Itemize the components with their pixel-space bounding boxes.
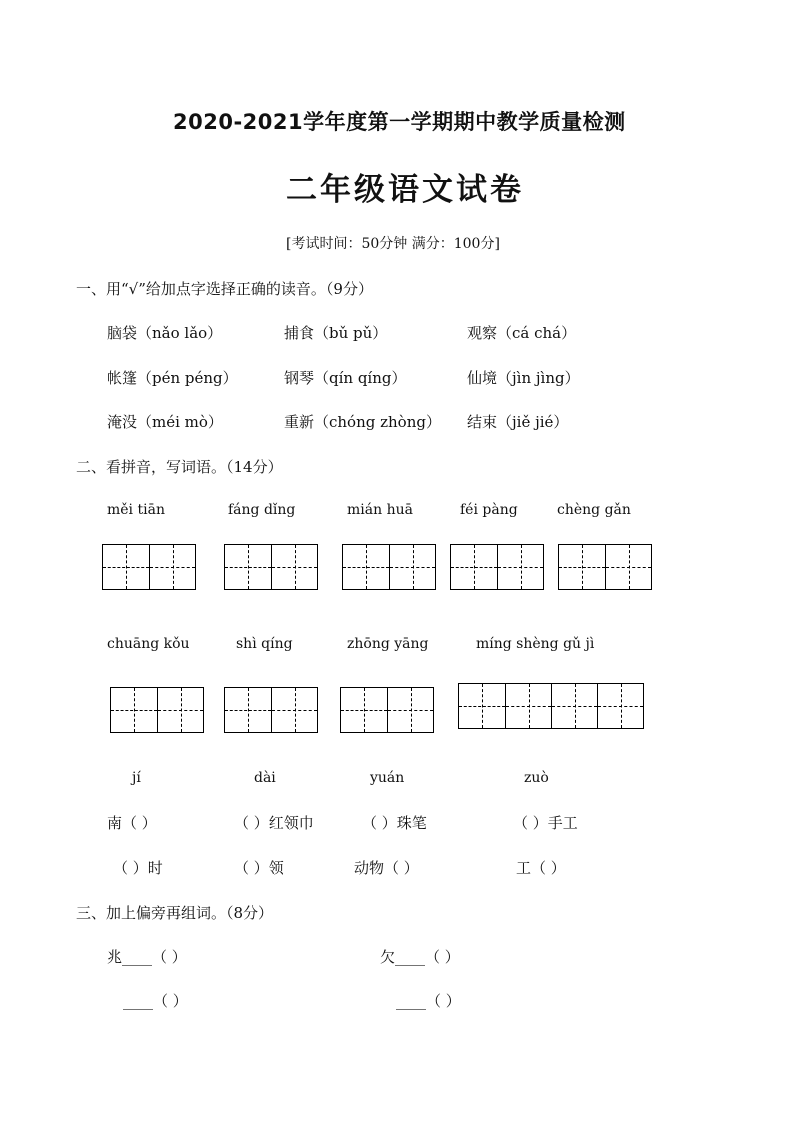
radical-word-item[interactable]: 欠____（ ） [380, 948, 460, 966]
radical-word-item[interactable]: 兆____（ ） [107, 948, 187, 966]
radical-word-item[interactable]: ____（ ） [396, 992, 461, 1010]
fill-blank-item[interactable]: 动物（ ） [354, 859, 419, 877]
pronunciation-item: 脑袋（nǎo lǎo） [107, 324, 223, 342]
writing-grid[interactable] [458, 683, 644, 729]
pinyin-prompt: zhōng yāng [347, 636, 429, 652]
writing-grid[interactable] [224, 687, 318, 733]
writing-grid[interactable] [558, 544, 652, 590]
paper-title: 二年级语文试卷 [286, 172, 524, 208]
pinyin-prompt: míng shèng gǔ jì [476, 636, 595, 652]
pronunciation-item: 重新（chóng zhòng） [284, 413, 441, 431]
pinyin-prompt: shì qíng [236, 636, 293, 652]
pronunciation-item: 钢琴（qín qíng） [284, 369, 407, 387]
fill-blank-item[interactable]: 南（ ） [107, 814, 157, 832]
writing-grid[interactable] [340, 687, 434, 733]
pronunciation-item: 捕食（bǔ pǔ） [284, 324, 388, 342]
pinyin-prompt: fáng dǐng [228, 502, 296, 518]
writing-grid[interactable] [224, 544, 318, 590]
fill-blank-item[interactable]: （ ）珠笔 [362, 814, 427, 832]
writing-grid[interactable] [110, 687, 204, 733]
section-2-title: 二、看拼音，写词语。（14分） [76, 458, 283, 476]
pinyin-prompt: zuò [524, 770, 549, 786]
pinyin-prompt: yuán [370, 770, 405, 786]
fill-blank-item[interactable]: （ ）时 [113, 859, 163, 877]
writing-grid[interactable] [450, 544, 544, 590]
pinyin-prompt: chèng gǎn [557, 502, 631, 518]
fill-blank-item[interactable]: 工（ ） [516, 859, 566, 877]
pronunciation-item: 帐篷（pén péng） [107, 369, 238, 387]
radical-word-item[interactable]: ____（ ） [123, 992, 188, 1010]
pinyin-prompt: měi tiān [107, 502, 165, 518]
pronunciation-item: 仙境（jìn jìng） [467, 369, 580, 387]
writing-grid[interactable] [342, 544, 436, 590]
exam-meta: [考试时间：50分钟 满分：100分] [286, 236, 500, 252]
pinyin-prompt: chuāng kǒu [107, 636, 190, 652]
section-1-title: 一、用“√”给加点字选择正确的读音。（9分） [76, 280, 373, 298]
fill-blank-item[interactable]: （ ）红领巾 [234, 814, 314, 832]
writing-grid[interactable] [102, 544, 196, 590]
pronunciation-item: 观察（cá chá） [467, 324, 577, 342]
fill-blank-item[interactable]: （ ）领 [234, 859, 284, 877]
pinyin-prompt: dài [254, 770, 276, 786]
pinyin-prompt: féi pàng [460, 502, 518, 518]
pinyin-prompt: mián huā [347, 502, 413, 518]
pinyin-prompt: jí [132, 770, 141, 786]
section-3-title: 三、加上偏旁再组词。（8分） [76, 904, 274, 922]
pronunciation-item: 结束（jiě jié） [467, 413, 569, 431]
exam-title: 2020-2021学年度第一学期期中教学质量检测 [173, 110, 626, 134]
fill-blank-item[interactable]: （ ）手工 [513, 814, 578, 832]
pronunciation-item: 淹没（méi mò） [107, 413, 223, 431]
